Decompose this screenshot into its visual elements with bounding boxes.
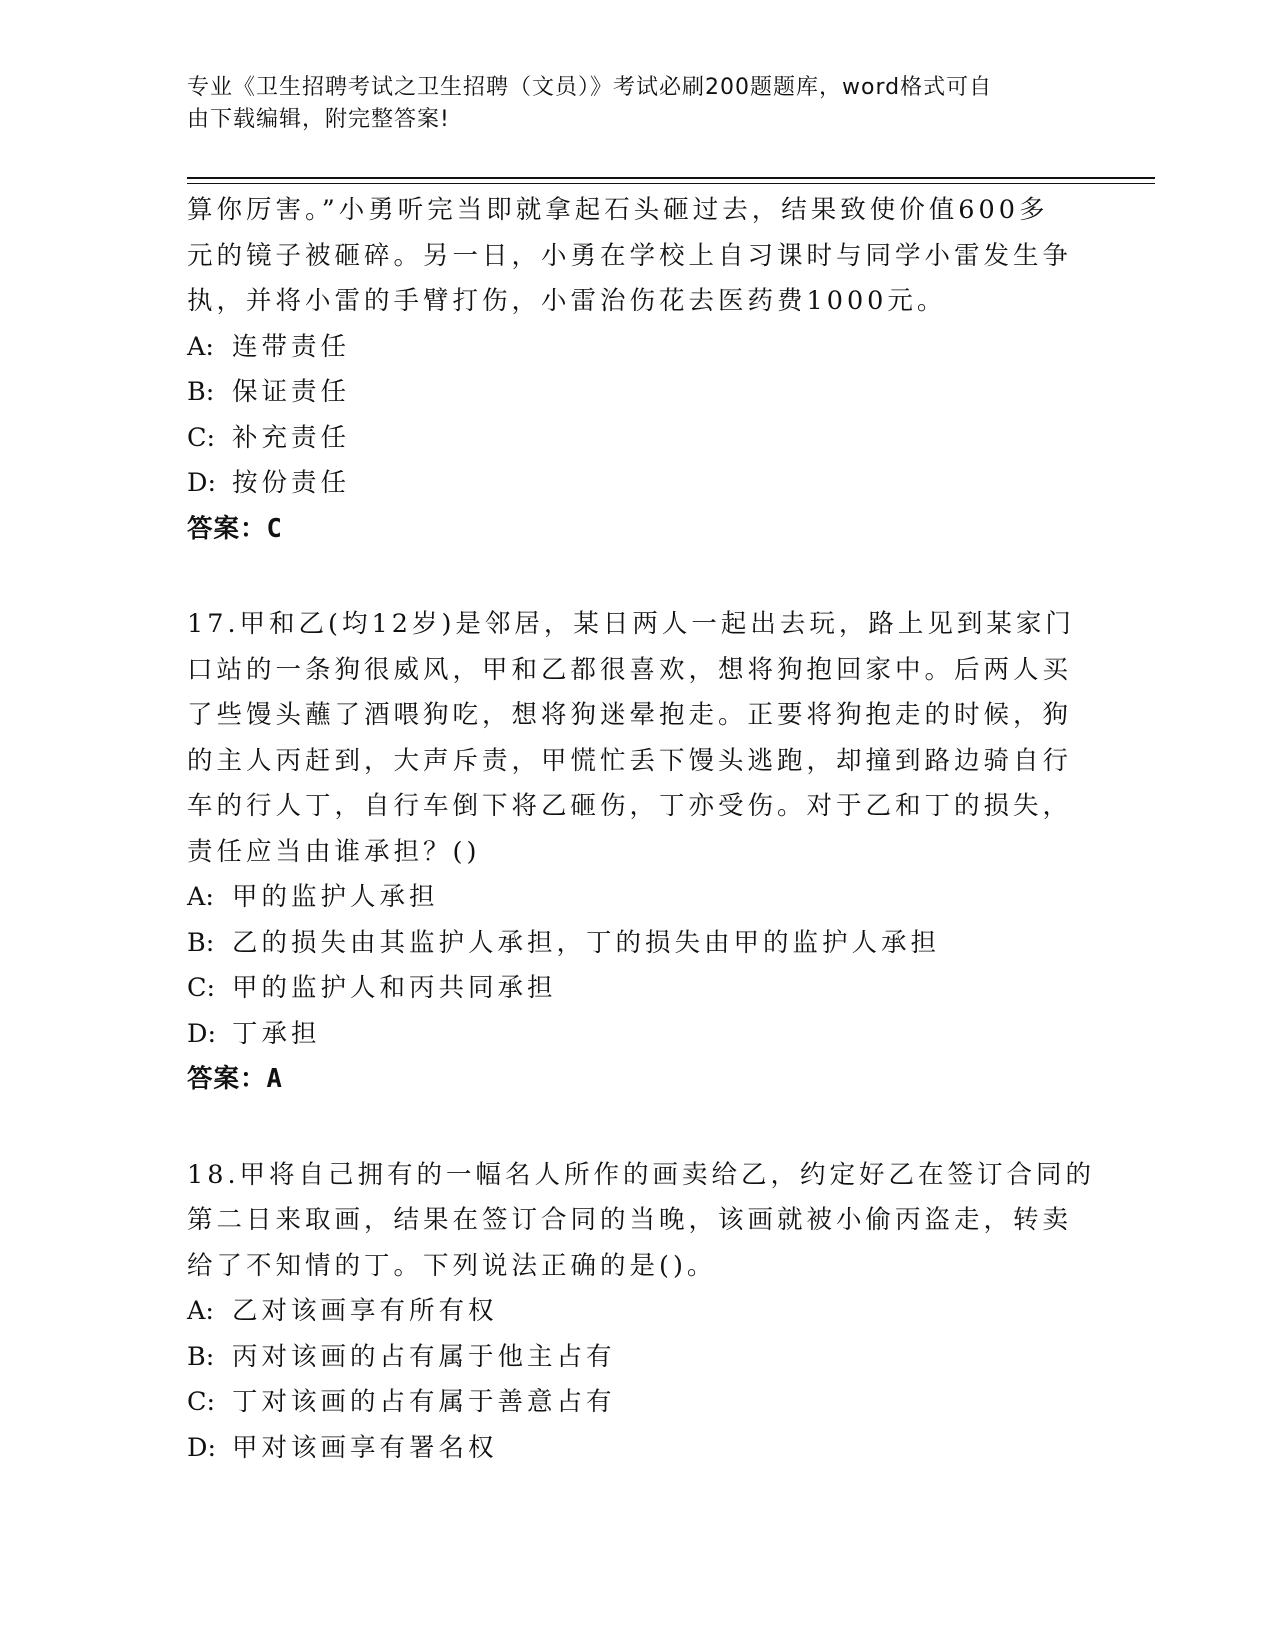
option-text: 丁对该画的占有属于善意占有 bbox=[232, 1387, 616, 1417]
header-line-1: 专业《卫生招聘考试之卫生招聘（文员）》考试必刷200题题库，word格式可自 bbox=[187, 75, 993, 100]
option-c bbox=[187, 966, 1087, 1012]
option-text: 甲的监护人和丙共同承担 bbox=[232, 973, 557, 1003]
option-text: 连带责任 bbox=[232, 331, 351, 362]
option-label: A: bbox=[187, 1296, 215, 1326]
option-c bbox=[187, 416, 1087, 462]
question-text-line: 18.甲将自己拥有的一幅名人所作的画卖给乙，约定好乙在签订合同的 bbox=[187, 1159, 1096, 1190]
spacer bbox=[187, 552, 1087, 602]
option-d bbox=[187, 1426, 1087, 1472]
option-b bbox=[187, 1335, 1087, 1381]
question-text-line: 车的行人丁，自行车倒下将乙砸伤，丁亦受伤。对于乙和丁的损失， bbox=[187, 791, 1073, 821]
option-label: C: bbox=[187, 422, 216, 453]
answer-line: 答案：A bbox=[187, 1064, 283, 1094]
option-text: 丙对该画的占有属于他主占有 bbox=[232, 1341, 616, 1372]
option-a bbox=[187, 325, 1087, 371]
question-17 bbox=[187, 602, 1087, 1103]
question-text-line: 的主人丙赶到，大声斥责，甲慌忙丢下馒头逃跑，却撞到路边骑自行 bbox=[187, 745, 1073, 776]
option-text: 按份责任 bbox=[232, 468, 351, 498]
option-label: B: bbox=[187, 377, 215, 407]
option-b bbox=[187, 921, 1087, 967]
document-body bbox=[187, 188, 1096, 1471]
question-text-line: 第二日来取画，结果在签订合同的当晚，该画就被小偷丙盗走，转卖 bbox=[187, 1205, 1073, 1235]
option-b bbox=[187, 370, 1087, 416]
option-label: A: bbox=[187, 882, 215, 912]
header-divider bbox=[187, 177, 1155, 179]
option-label: D: bbox=[187, 468, 217, 498]
option-label: D: bbox=[187, 1018, 217, 1049]
option-label: A: bbox=[187, 331, 215, 362]
option-label: C: bbox=[187, 1387, 216, 1417]
option-text: 丁承担 bbox=[232, 1018, 321, 1049]
option-text: 甲对该画享有署名权 bbox=[232, 1432, 498, 1463]
document-header bbox=[187, 72, 1067, 136]
question-text-line: 17.甲和乙(均12岁)是邻居，某日两人一起出去玩，路上见到某家门 bbox=[187, 609, 1075, 639]
option-label: B: bbox=[187, 927, 215, 958]
question-text-line: 责任应当由谁承担？() bbox=[187, 836, 481, 867]
option-a bbox=[187, 1289, 1087, 1335]
answer-line: 答案：C bbox=[187, 513, 283, 544]
option-label: C: bbox=[187, 973, 216, 1003]
option-text: 乙对该画享有所有权 bbox=[232, 1296, 498, 1326]
header-divider-thin bbox=[187, 183, 1155, 184]
option-text: 保证责任 bbox=[232, 377, 351, 407]
question-18 bbox=[187, 1153, 1096, 1472]
question-text-line: 算你厉害。”小勇听完当即就拿起石头砸过去，结果致使价值600多 bbox=[187, 195, 1049, 225]
option-a bbox=[187, 875, 1087, 921]
question-text-line: 了些馒头蘸了酒喂狗吃，想将狗迷晕抱走。正要将狗抱走的时候，狗 bbox=[187, 700, 1073, 730]
spacer bbox=[187, 1103, 1087, 1153]
question-16-tail bbox=[187, 188, 1087, 552]
question-text-line: 口站的一条狗很威风，甲和乙都很喜欢，想将狗抱回家中。后两人买 bbox=[187, 654, 1073, 685]
option-label: D: bbox=[187, 1432, 217, 1463]
option-d bbox=[187, 1012, 1087, 1058]
option-label: B: bbox=[187, 1341, 215, 1372]
question-text-line: 执，并将小雷的手臂打伤，小雷治伤花去医药费1000元。 bbox=[187, 286, 947, 316]
question-text-line: 元的镜子被砸碎。另一日，小勇在学校上自习课时与同学小雷发生争 bbox=[187, 240, 1073, 271]
option-text: 甲的监护人承担 bbox=[232, 882, 439, 912]
option-text: 补充责任 bbox=[232, 422, 351, 453]
option-c bbox=[187, 1380, 1087, 1426]
header-line-2: 由下载编辑，附完整答案! bbox=[187, 107, 450, 132]
question-text-line: 给了不知情的丁。下列说法正确的是()。 bbox=[187, 1250, 717, 1281]
option-d bbox=[187, 461, 1087, 507]
option-text: 乙的损失由其监护人承担，丁的损失由甲的监护人承担 bbox=[232, 927, 941, 958]
